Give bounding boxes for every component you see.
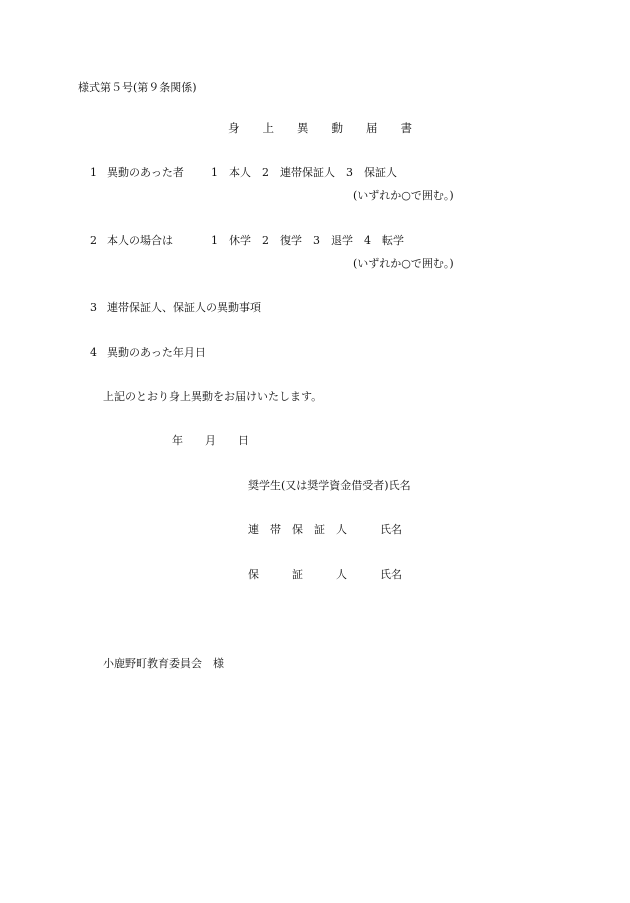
item-label: 異動のあった年月日 xyxy=(107,346,206,359)
signature-scholar: 奨学生(又は奨学資金借受者)氏名 xyxy=(248,479,411,492)
signature-guarantor: 保 証 人 氏名 xyxy=(248,568,402,581)
form-number: 様式第５号(第９条関係) xyxy=(78,81,197,94)
item-number: 3 xyxy=(90,301,97,314)
item-options: 1 本人 2 連帯保証人 3 保証人 xyxy=(211,166,397,179)
date-line: 年 月 日 xyxy=(172,434,249,447)
signature-joint-guarantor: 連 帯 保 証 人 氏名 xyxy=(248,523,402,536)
item-label: 異動のあった者 xyxy=(107,166,184,179)
item-number: 1 xyxy=(90,166,97,179)
item-number: 2 xyxy=(90,234,97,247)
item-note: (いずれか○で囲む。) xyxy=(353,257,454,270)
item-note: (いずれか○で囲む。) xyxy=(353,189,454,202)
item-label: 連帯保証人、保証人の異動事項 xyxy=(107,301,261,314)
item-number: 4 xyxy=(90,346,97,359)
statement: 上記のとおり身上異動をお届けいたします。 xyxy=(103,390,323,403)
document-title: 身 上 異 動 届 書 xyxy=(228,121,412,135)
item-options: 1 休学 2 復学 3 退学 4 転学 xyxy=(211,234,404,247)
addressee: 小鹿野町教育委員会 様 xyxy=(103,657,224,670)
item-label: 本人の場合は xyxy=(107,234,173,247)
